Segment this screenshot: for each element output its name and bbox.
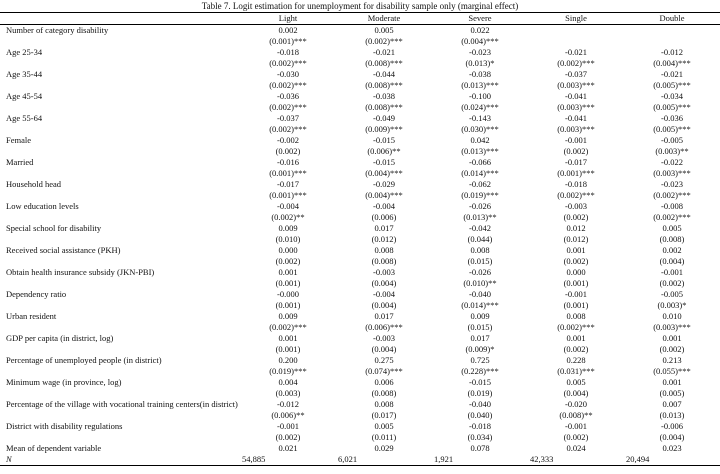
se-cell: (0.006)**	[271, 410, 305, 420]
n-cell: 20,494	[624, 454, 720, 466]
se-cell: (0.003)***	[557, 80, 595, 90]
se-cell: (0.019)	[467, 388, 493, 398]
se-cell: (0.006)***	[365, 322, 403, 332]
se-cell: (0.002)***	[557, 190, 595, 200]
se-cell: (0.034)	[467, 432, 493, 442]
col-header-double: Double	[624, 13, 720, 25]
coef-cell: -0.023	[469, 47, 491, 57]
table-row	[0, 333, 720, 344]
coef-cell: -0.003	[373, 333, 395, 343]
coef-cell: -0.038	[373, 91, 395, 101]
se-cell: (0.013)	[659, 410, 685, 420]
se-cell: (0.014)***	[461, 168, 499, 178]
coef-cell: -0.001	[565, 421, 587, 431]
se-cell: (0.010)**	[463, 278, 497, 288]
se-cell: (0.001)	[275, 278, 301, 288]
coef-cell: 0.009	[470, 311, 490, 321]
se-cell: (0.003)***	[557, 102, 595, 112]
row-label-blank	[0, 322, 240, 333]
row-label: Special school for disability	[6, 223, 102, 233]
se-cell: (0.012)	[371, 234, 397, 244]
se-cell: (0.004)	[659, 256, 685, 266]
coef-cell: -0.001	[565, 289, 587, 299]
coef-cell: -0.029	[373, 179, 395, 189]
coef-cell: -0.021	[373, 47, 395, 57]
coef-cell: -0.004	[277, 201, 299, 211]
coef-cell: -0.015	[373, 135, 395, 145]
coef-cell: -0.040	[469, 399, 491, 409]
row-label-blank	[0, 190, 240, 201]
row-label-blank	[0, 278, 240, 289]
coef-cell: -0.038	[469, 69, 491, 79]
se-cell: (0.019)***	[461, 190, 499, 200]
coef-cell: 0.001	[662, 333, 682, 343]
coef-cell: -0.016	[277, 157, 299, 167]
se-cell: (0.002)***	[557, 58, 595, 68]
coef-cell: -0.100	[469, 91, 491, 101]
n-cell: 1,921	[432, 454, 528, 466]
table-row-se	[0, 410, 720, 421]
coef-cell: -0.004	[373, 201, 395, 211]
n-cell: 42,333	[528, 454, 624, 466]
table-row	[0, 421, 720, 432]
se-cell: (0.002)	[659, 344, 685, 354]
table-row	[0, 69, 720, 80]
table-row	[0, 377, 720, 388]
results-table	[0, 12, 720, 466]
coef-cell: -0.040	[469, 289, 491, 299]
mean-row	[0, 443, 720, 454]
mean-cell: 0.024	[566, 443, 586, 453]
se-cell: (0.015)	[467, 256, 493, 266]
table-row-se	[0, 102, 720, 113]
table-row	[0, 399, 720, 410]
se-cell: (0.004)	[371, 300, 397, 310]
coef-cell: -0.003	[565, 201, 587, 211]
se-cell: (0.004)	[371, 344, 397, 354]
row-label-blank	[0, 234, 240, 245]
row-label: Age 25-34	[6, 47, 43, 57]
coef-cell: -0.044	[373, 69, 395, 79]
se-cell: (0.002)	[563, 146, 589, 156]
row-label: Dependency ratio	[6, 289, 67, 299]
se-cell: (0.040)	[467, 410, 493, 420]
mean-label: Mean of dependent variable	[6, 443, 102, 453]
coef-cell: -0.042	[469, 223, 491, 233]
table-row-se	[0, 124, 720, 135]
coef-cell: -0.036	[661, 113, 683, 123]
coef-cell: -0.034	[661, 91, 683, 101]
table-row-se	[0, 388, 720, 399]
se-cell: (0.004)	[371, 278, 397, 288]
se-cell: (0.031)***	[557, 366, 595, 376]
row-label-blank	[0, 102, 240, 113]
se-cell	[528, 36, 624, 47]
se-cell: (0.002)	[563, 344, 589, 354]
row-label-blank	[0, 432, 240, 443]
se-cell: (0.024)***	[461, 102, 499, 112]
coef-cell: -0.037	[565, 69, 587, 79]
se-cell: (0.003)***	[653, 168, 691, 178]
coef-cell	[528, 25, 624, 37]
se-cell: (0.002)***	[269, 58, 307, 68]
row-label: Age 45-54	[6, 91, 43, 101]
coef-cell: -0.062	[469, 179, 491, 189]
se-cell: (0.019)***	[269, 366, 307, 376]
coef-cell: 0.004	[278, 377, 298, 387]
coef-cell: 0.012	[566, 223, 586, 233]
coef-cell: 0.017	[374, 311, 394, 321]
row-label-blank	[0, 36, 240, 47]
coef-cell: -0.005	[661, 289, 683, 299]
se-cell: (0.002)	[275, 432, 301, 442]
coef-cell: -0.022	[661, 157, 683, 167]
se-cell: (0.003)	[275, 388, 301, 398]
se-cell: (0.001)***	[269, 168, 307, 178]
se-cell: (0.002)***	[557, 322, 595, 332]
se-cell: (0.001)	[275, 300, 301, 310]
se-cell: (0.003)**	[655, 146, 689, 156]
row-label: District with disability regulations	[6, 421, 123, 431]
coef-cell: -0.017	[277, 179, 299, 189]
coef-cell: 0.213	[662, 355, 682, 365]
row-label: Married	[6, 157, 34, 167]
coef-cell: -0.026	[469, 201, 491, 211]
table-title: Table 7. Logit estimation for unemployment for disability sample only (marginal effect)	[201, 1, 519, 11]
se-cell: (0.011)	[371, 432, 397, 442]
row-label-blank	[0, 256, 240, 267]
se-cell: (0.008)***	[365, 58, 403, 68]
coef-cell: -0.008	[661, 201, 683, 211]
se-cell: (0.004)***	[365, 190, 403, 200]
se-cell: (0.002)	[563, 432, 589, 442]
coef-cell: 0.005	[662, 223, 682, 233]
row-label: Minimum wage (in province, log)	[6, 377, 122, 387]
se-cell: (0.074)***	[365, 366, 403, 376]
coef-cell: 0.002	[278, 25, 298, 35]
coef-cell: 0.007	[662, 399, 682, 409]
coef-cell: 0.009	[278, 311, 298, 321]
coef-cell: -0.006	[661, 421, 683, 431]
table-row	[0, 91, 720, 102]
se-cell: (0.017)	[371, 410, 397, 420]
se-cell: (0.015)	[467, 322, 493, 332]
table-row-se	[0, 300, 720, 311]
coef-cell	[624, 25, 720, 37]
coef-cell: -0.001	[565, 135, 587, 145]
table-row-se	[0, 234, 720, 245]
se-cell: (0.004)***	[653, 58, 691, 68]
coef-cell: 0.000	[566, 267, 586, 277]
row-label: Age 55-64	[6, 113, 43, 123]
coef-cell: -0.049	[373, 113, 395, 123]
coef-cell: -0.000	[277, 289, 299, 299]
table-row-se	[0, 212, 720, 223]
se-cell: (0.001)	[275, 344, 301, 354]
table-row	[0, 267, 720, 278]
se-cell: (0.044)	[467, 234, 493, 244]
col-header-moderate: Moderate	[336, 13, 432, 25]
se-cell: (0.228)***	[461, 366, 499, 376]
coef-cell: 0.042	[470, 135, 490, 145]
coef-cell: -0.020	[565, 399, 587, 409]
se-cell: (0.002)***	[269, 102, 307, 112]
coef-cell: -0.143	[469, 113, 491, 123]
coef-cell: -0.018	[469, 421, 491, 431]
coef-cell: -0.023	[661, 179, 683, 189]
coef-cell: 0.275	[374, 355, 394, 365]
coef-cell: -0.037	[277, 113, 299, 123]
se-cell: (0.008)	[371, 256, 397, 266]
n-cell: 6,021	[336, 454, 432, 466]
col-header-single: Single	[528, 13, 624, 25]
header-blank	[0, 13, 240, 25]
table-row-se	[0, 58, 720, 69]
se-cell: (0.004)	[659, 432, 685, 442]
se-cell: (0.003)***	[557, 124, 595, 134]
coef-cell: 0.022	[470, 25, 490, 35]
table-row	[0, 157, 720, 168]
row-label: Obtain health insurance subsidy (JKN-PBI)	[6, 267, 155, 277]
table-row-se	[0, 278, 720, 289]
se-cell: (0.008)	[371, 388, 397, 398]
table-row-se	[0, 432, 720, 443]
n-label: N	[0, 454, 240, 466]
row-label-blank	[0, 168, 240, 179]
table-row-se	[0, 190, 720, 201]
coef-cell: 0.725	[470, 355, 490, 365]
se-cell: (0.005)***	[653, 124, 691, 134]
coef-cell: -0.021	[565, 47, 587, 57]
se-cell: (0.005)***	[653, 80, 691, 90]
se-cell: (0.055)***	[653, 366, 691, 376]
coef-cell: 0.008	[470, 245, 490, 255]
coef-cell: 0.010	[662, 311, 682, 321]
row-label: Household head	[6, 179, 62, 189]
coef-cell: 0.005	[374, 25, 394, 35]
se-cell: (0.001)	[563, 300, 589, 310]
mean-cell: 0.023	[662, 443, 682, 453]
coef-cell: 0.001	[278, 333, 298, 343]
coef-cell: -0.015	[469, 377, 491, 387]
coef-cell: -0.001	[277, 421, 299, 431]
se-cell: (0.009)***	[365, 124, 403, 134]
row-label-blank	[0, 212, 240, 223]
se-cell: (0.002)**	[271, 212, 305, 222]
coef-cell: 0.008	[374, 399, 394, 409]
coef-cell: -0.041	[565, 91, 587, 101]
coef-cell: -0.002	[277, 135, 299, 145]
table-row-se	[0, 36, 720, 47]
coef-cell: -0.018	[565, 179, 587, 189]
row-label-blank	[0, 80, 240, 91]
coef-cell: -0.012	[277, 399, 299, 409]
coef-cell: -0.017	[565, 157, 587, 167]
se-cell: (0.003)***	[653, 322, 691, 332]
row-label: Low education levels	[6, 201, 79, 211]
col-header-light: Light	[240, 13, 336, 25]
row-label-blank	[0, 344, 240, 355]
se-cell: (0.009)*	[465, 344, 495, 354]
coef-cell: -0.026	[469, 267, 491, 277]
table-row	[0, 179, 720, 190]
row-label: Urban resident	[6, 311, 57, 321]
coef-cell: -0.041	[565, 113, 587, 123]
coef-cell: 0.009	[278, 223, 298, 233]
se-cell: (0.005)***	[653, 102, 691, 112]
table-row	[0, 47, 720, 58]
coef-cell: 0.001	[662, 377, 682, 387]
coef-cell: -0.005	[661, 135, 683, 145]
table-row	[0, 223, 720, 234]
se-cell: (0.002)***	[365, 36, 403, 46]
coef-cell: 0.017	[470, 333, 490, 343]
coef-cell: 0.006	[374, 377, 394, 387]
se-cell: (0.008)**	[559, 410, 593, 420]
coef-cell: 0.200	[278, 355, 298, 365]
se-cell: (0.001)	[563, 278, 589, 288]
se-cell: (0.001)***	[269, 36, 307, 46]
row-label: Percentage of the village with vocational training centers(in district)	[6, 399, 238, 409]
row-label: Number of category disability	[6, 25, 109, 35]
row-label-blank	[0, 410, 240, 421]
coef-cell: -0.004	[373, 289, 395, 299]
coef-cell: 0.005	[374, 421, 394, 431]
se-cell	[624, 36, 720, 47]
se-cell: (0.013)***	[461, 146, 499, 156]
table-row	[0, 311, 720, 322]
se-cell: (0.008)***	[365, 102, 403, 112]
row-label-blank	[0, 124, 240, 135]
row-label-blank	[0, 388, 240, 399]
row-label-blank	[0, 366, 240, 377]
coef-cell: -0.018	[277, 47, 299, 57]
coef-cell: 0.228	[566, 355, 586, 365]
se-cell: (0.001)***	[269, 190, 307, 200]
coef-cell: -0.030	[277, 69, 299, 79]
coef-cell: -0.021	[661, 69, 683, 79]
coef-cell: -0.015	[373, 157, 395, 167]
se-cell: (0.010)	[275, 234, 301, 244]
coef-cell: 0.017	[374, 223, 394, 233]
se-cell: (0.002)***	[269, 322, 307, 332]
row-label: Received social assistance (PKH)	[6, 245, 121, 255]
table-row	[0, 25, 720, 37]
header-row	[0, 13, 720, 25]
se-cell: (0.002)***	[269, 124, 307, 134]
se-cell: (0.013)*	[465, 58, 495, 68]
se-cell: (0.004)***	[365, 168, 403, 178]
row-label-blank	[0, 58, 240, 69]
coef-cell: -0.066	[469, 157, 491, 167]
coef-cell: 0.001	[278, 267, 298, 277]
table-row-se	[0, 322, 720, 333]
se-cell: (0.008)***	[365, 80, 403, 90]
coef-cell: 0.005	[566, 377, 586, 387]
row-label: GDP per capita (in district, log)	[6, 333, 114, 343]
coef-cell: -0.012	[661, 47, 683, 57]
se-cell: (0.004)	[563, 388, 589, 398]
se-cell: (0.002)	[659, 278, 685, 288]
table-row-se	[0, 168, 720, 179]
coef-cell: -0.036	[277, 91, 299, 101]
table-row	[0, 113, 720, 124]
mean-cell: 0.078	[470, 443, 490, 453]
table-row	[0, 355, 720, 366]
coef-cell: 0.008	[566, 311, 586, 321]
coef-cell: 0.008	[374, 245, 394, 255]
row-label-blank	[0, 300, 240, 311]
se-cell: (0.002)***	[269, 80, 307, 90]
table-row	[0, 245, 720, 256]
row-label: Age 35-44	[6, 69, 43, 79]
n-cell: 54,885	[240, 454, 336, 466]
table-row	[0, 201, 720, 212]
coef-cell: 0.001	[566, 245, 586, 255]
mean-cell: 0.029	[374, 443, 394, 453]
se-cell: (0.002)	[563, 212, 589, 222]
row-label-blank	[0, 146, 240, 157]
se-cell: (0.005)	[659, 388, 685, 398]
table-row	[0, 289, 720, 300]
mean-cell: 0.021	[278, 443, 298, 453]
se-cell: (0.006)**	[367, 146, 401, 156]
coef-cell: 0.000	[278, 245, 298, 255]
se-cell: (0.001)***	[557, 168, 595, 178]
table-row-se	[0, 146, 720, 157]
table-row-se	[0, 80, 720, 91]
table-row-se	[0, 366, 720, 377]
se-cell: (0.002)	[563, 256, 589, 266]
se-cell: (0.006)	[371, 212, 397, 222]
se-cell: (0.002)***	[653, 212, 691, 222]
se-cell: (0.002)	[275, 256, 301, 266]
table-row-se	[0, 344, 720, 355]
se-cell: (0.030)***	[461, 124, 499, 134]
col-header-severe: Severe	[432, 13, 528, 25]
se-cell: (0.002)	[275, 146, 301, 156]
se-cell: (0.002)***	[653, 190, 691, 200]
row-label: Female	[6, 135, 32, 145]
coef-cell: -0.003	[373, 267, 395, 277]
row-label: Percentage of unemployed people (in district)	[6, 355, 162, 365]
coef-cell: -0.001	[661, 267, 683, 277]
se-cell: (0.012)	[563, 234, 589, 244]
n-row	[0, 454, 720, 466]
table-row-se	[0, 256, 720, 267]
table-row	[0, 135, 720, 146]
se-cell: (0.003)*	[657, 300, 687, 310]
se-cell: (0.014)***	[461, 300, 499, 310]
se-cell: (0.004)***	[461, 36, 499, 46]
coef-cell: 0.002	[662, 245, 682, 255]
se-cell: (0.008)	[659, 234, 685, 244]
se-cell: (0.013)**	[463, 212, 497, 222]
se-cell: (0.013)***	[461, 80, 499, 90]
coef-cell: 0.001	[566, 333, 586, 343]
